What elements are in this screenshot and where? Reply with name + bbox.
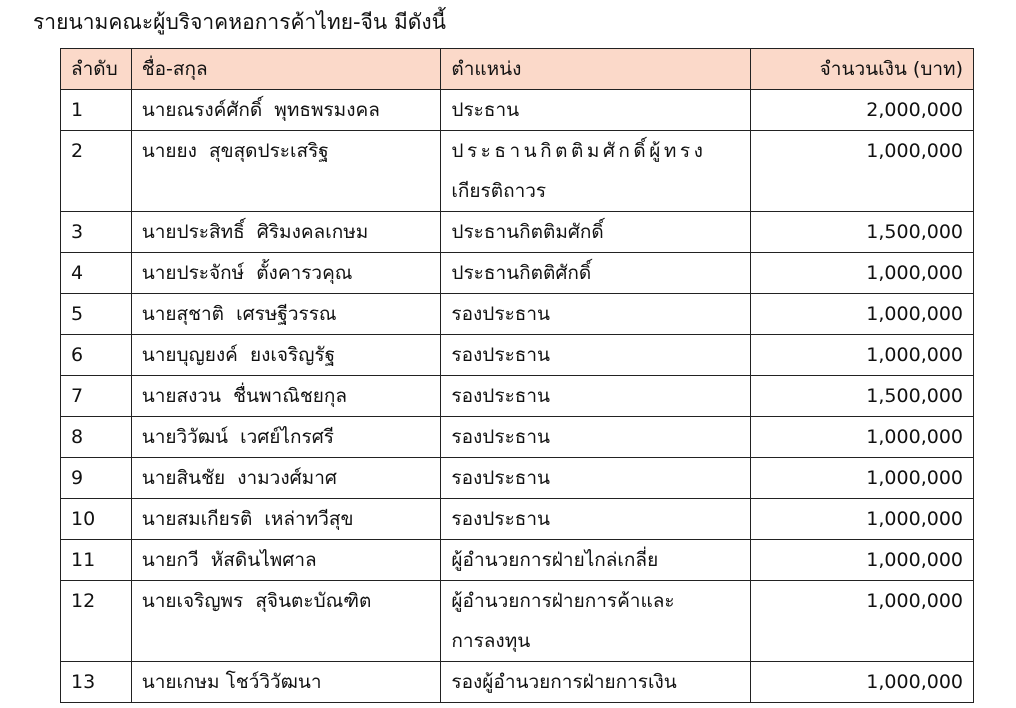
position-line: ประธานกิตติศักดิ์ <box>451 262 592 284</box>
position-line: รองประธาน <box>451 508 551 530</box>
cell-name: นายสมเกียรติ เหล่าทวีสุข <box>131 499 441 540</box>
cell-amount: 1,500,000 <box>751 212 974 253</box>
cell-amount: 1,000,000 <box>751 662 974 703</box>
cell-amount: 1,000,000 <box>751 458 974 499</box>
table-row <box>61 335 974 376</box>
cell-name: นายสงวน ชื่นพาณิชยกุล <box>131 376 441 417</box>
cell-order: 4 <box>61 253 132 294</box>
table-row <box>61 662 974 703</box>
cell-order: 7 <box>61 376 132 417</box>
table-row <box>61 90 974 131</box>
cell-position <box>441 499 751 540</box>
cell-position <box>441 376 751 417</box>
cell-position <box>441 253 751 294</box>
position-line: รองประธาน <box>451 385 551 407</box>
cell-position <box>441 458 751 499</box>
position-line: ผู้อำนวยการฝ่ายไกล่เกลี่ย <box>451 549 659 571</box>
table-row <box>61 581 974 662</box>
position-line: รองประธาน <box>451 344 551 366</box>
cell-amount: 1,500,000 <box>751 376 974 417</box>
table-body <box>61 90 974 703</box>
position-line: ประธาน <box>451 99 520 121</box>
cell-name: นายบุญยงค์ ยงเจริญรัฐ <box>131 335 441 376</box>
cell-order: 6 <box>61 335 132 376</box>
cell-amount: 1,000,000 <box>751 417 974 458</box>
cell-order: 11 <box>61 540 132 581</box>
cell-amount: 1,000,000 <box>751 253 974 294</box>
cell-position <box>441 212 751 253</box>
cell-name: นายกวี หัสดินไพศาล <box>131 540 441 581</box>
table-row <box>61 540 974 581</box>
table-row <box>61 417 974 458</box>
position-line: รองประธาน <box>451 426 551 448</box>
cell-amount: 1,000,000 <box>751 581 974 662</box>
cell-name: นายยง สุขสุดประเสริฐ <box>131 131 441 212</box>
donor-table <box>60 48 974 703</box>
table-row <box>61 376 974 417</box>
table-row <box>61 253 974 294</box>
cell-name: นายประจักษ์ ตั้งคารวคุณ <box>131 253 441 294</box>
cell-name: นายเกษม โชว์วิวัฒนา <box>131 662 441 703</box>
cell-order: 5 <box>61 294 132 335</box>
cell-position <box>441 294 751 335</box>
cell-amount: 1,000,000 <box>751 131 974 212</box>
cell-order: 10 <box>61 499 132 540</box>
cell-order: 3 <box>61 212 132 253</box>
position-line: ประธานกิตติมศักดิ์ผู้ทรง <box>451 140 707 162</box>
cell-name: นายณรงค์ศักดิ์ พุทธพรมงคล <box>131 90 441 131</box>
position-line: เกียรติถาวร <box>451 180 547 202</box>
position-line: รองประธาน <box>451 303 551 325</box>
table-header-row <box>61 49 974 90</box>
table-row <box>61 458 974 499</box>
cell-amount: 1,000,000 <box>751 294 974 335</box>
cell-order: 2 <box>61 131 132 212</box>
column-header-order: ลำดับ <box>61 49 132 90</box>
cell-order: 12 <box>61 581 132 662</box>
cell-name: นายสินชัย งามวงศ์มาศ <box>131 458 441 499</box>
position-line: รองประธาน <box>451 467 551 489</box>
cell-amount: 1,000,000 <box>751 540 974 581</box>
cell-amount: 2,000,000 <box>751 90 974 131</box>
cell-amount: 1,000,000 <box>751 499 974 540</box>
column-header-position: ตำแหน่ง <box>441 49 751 90</box>
cell-name: นายประสิทธิ์ ศิริมงคลเกษม <box>131 212 441 253</box>
table-row <box>61 499 974 540</box>
cell-position <box>441 581 751 662</box>
table-row <box>61 212 974 253</box>
table-row <box>61 131 974 212</box>
table-row <box>61 294 974 335</box>
cell-position <box>441 131 751 212</box>
position-line: รองผู้อำนวยการฝ่ายการเงิน <box>451 671 677 693</box>
cell-order: 9 <box>61 458 132 499</box>
position-line: ประธานกิตติมศักดิ์ <box>451 221 604 243</box>
page-heading: รายนามคณะผู้บริจาคหอการค้าไทย-จีน มีดังนี้ <box>33 10 447 34</box>
cell-position <box>441 335 751 376</box>
position-line: การลงทุน <box>451 630 531 652</box>
position-line: ผู้อำนวยการฝ่ายการค้าและ <box>451 590 675 612</box>
column-header-name: ชื่อ-สกุล <box>131 49 441 90</box>
cell-amount: 1,000,000 <box>751 335 974 376</box>
cell-position <box>441 662 751 703</box>
cell-order: 1 <box>61 90 132 131</box>
cell-position <box>441 540 751 581</box>
cell-name: นายวิวัฒน์ เวศย์ไกรศรี <box>131 417 441 458</box>
cell-order: 13 <box>61 662 132 703</box>
column-header-amount: จำนวนเงิน (บาท) <box>751 49 974 90</box>
cell-position <box>441 90 751 131</box>
cell-name: นายเจริญพร สุจินตะบัณฑิต <box>131 581 441 662</box>
cell-order: 8 <box>61 417 132 458</box>
cell-position <box>441 417 751 458</box>
cell-name: นายสุชาติ เศรษฐีวรรณ <box>131 294 441 335</box>
